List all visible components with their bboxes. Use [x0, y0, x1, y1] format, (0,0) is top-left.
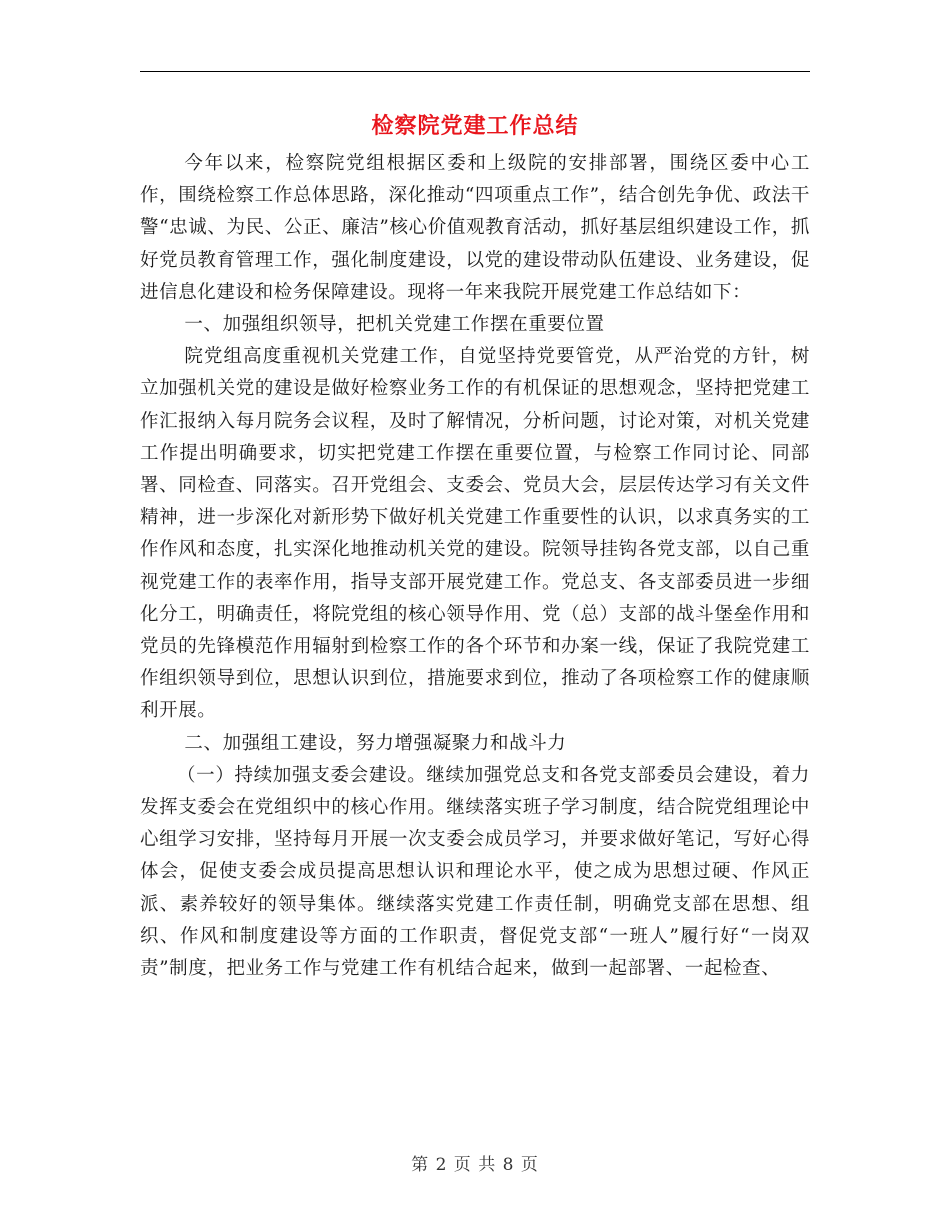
document-body — [140, 148, 810, 985]
subsection-1-paragraph: （一）持续加强支委会建设。继续加强党总支和各党支部委员会建设，着力发挥支委会在党组织中的核心作用。继续落实班子学习制度，结合院党组理论中心组学习安排，坚持每月开展一次支委会成员学习，并要求做好笔记，写好心得体会，促使支委会成员提高思想认识和理论水平，使之成为思想过硬、作风正派、素养较好的领导集体。继续落实党建工作责任制，明确党支部在思想、组织、作风和制度建设等方面的工作职责，督促党支部“一班人”履行好“一岗双责”制度，把业务工作与党建工作有机结合起来，做到一起部署、一起检查、 — [140, 764, 810, 980]
document-title: 检察院党建工作总结 — [371, 113, 579, 139]
header-rule — [140, 71, 810, 72]
section-heading-2: 二、加强组工建设，努力增强凝聚力和战斗力 — [184, 732, 567, 754]
section-heading-1: 一、加强组织领导，把机关党建工作摆在重要位置 — [184, 314, 605, 336]
page-number-footer: 第 2 页 共 8 页 — [411, 1155, 539, 1175]
section-1-paragraph: 院党组高度重视机关党建工作，自觉坚持党要管党，从严治党的方针，树立加强机关党的建设是做好检察业务工作的有机保证的思想观念，坚持把党建工作汇报纳入每月院务会议程，及时了解情况，分析问题，讨论对策，对机关党建工作提出明确要求，切实把党建工作摆在重要位置，与检察工作同讨论、同部署、同检查、同落实。召开党组会、支委会、党员大会，层层传达学习有关文件精神，进一步深化对新形势下做好机关党建工作重要性的认识，以求真务实的工作作风和态度，扎实深化地推动机关党的建设。院领导挂钩各党支部，以自己重视党建工作的表率作用，指导支部开展党建工作。党总支、各支部委员进一步细化分工，明确责任，将院党组的核心领导作用、党（总）支部的战斗堡垒作用和党员的先锋模范作用辐射到检察工作的各个环节和办案一线，保证了我院党建工作组织领导到位，思想认识到位，措施要求到位，推动了各项检察工作的健康顺利开展。 — [140, 346, 810, 722]
intro-paragraph: 今年以来，检察院党组根据区委和上级院的安排部署，围绕区委中心工作，围绕检察工作总体思路，深化推动“四项重点工作”，结合创先争优、政法干警“忠诚、为民、公正、廉洁”核心价值观教育活动，抓好基层组织建设工作，抓好党员教育管理工作，强化制度建设，以党的建设带动队伍建设、业务建设，促进信息化建设和检务保障建设。现将一年来我院开展党建工作总结如下： — [140, 153, 810, 303]
